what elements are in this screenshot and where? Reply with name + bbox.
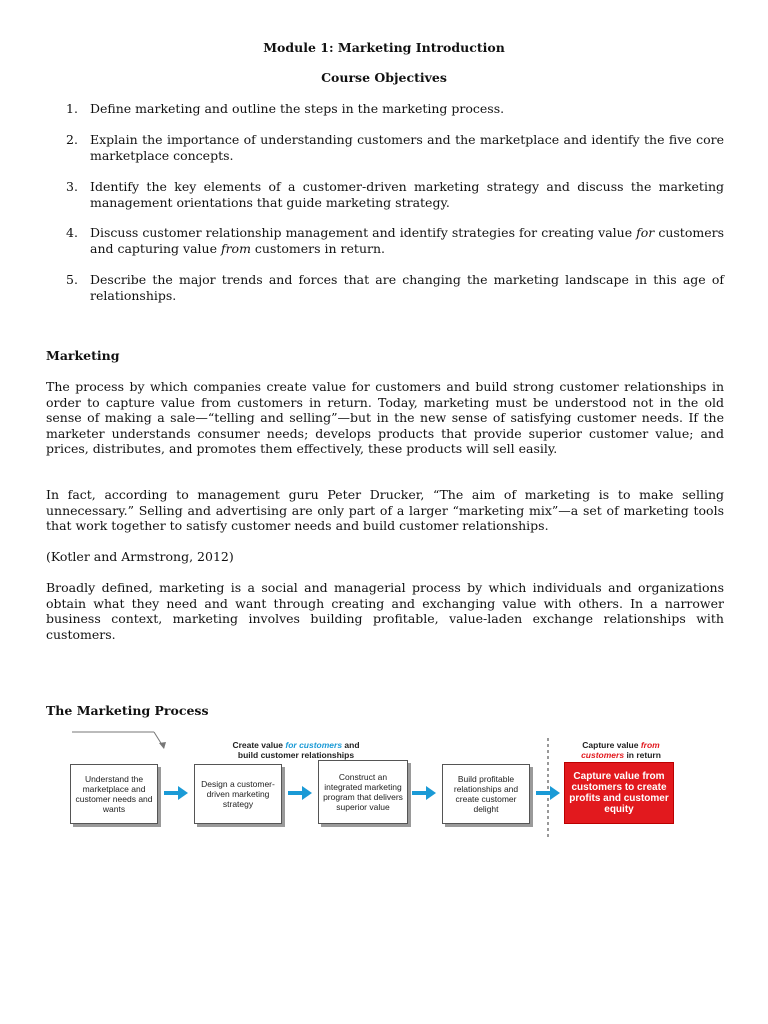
process-step-box: Construct an integrated marketing program that delivers superior value	[318, 760, 408, 824]
section-title-objectives: Course Objectives	[321, 70, 447, 85]
page-title: Module 1: Marketing Introduction	[263, 40, 505, 55]
header-emphasis: customers	[581, 750, 625, 760]
arrow-right-icon	[164, 786, 188, 800]
objective-text: Explain the importance of understanding customers and the marketplace and identify the five core marketplace concepts.	[90, 132, 724, 163]
paragraph: The process by which companies create value for customers and build strong customer relationships in order to capture value from customers in return. Today, marketing must be understood not in the old sense of making a sale—“telling and selling”—but in the new sense of satisfying customer needs. If the marketer understands consumer needs; develops products that provide superior customer value; and prices, distributes, and promotes them effectively, these products will sell easily.	[46, 379, 724, 457]
header-emphasis: for customers	[285, 740, 343, 750]
header-text: in return	[624, 750, 661, 760]
arrow-right-icon	[536, 786, 560, 800]
diagram-header-create	[196, 740, 396, 760]
header-text: Capture value	[582, 740, 641, 750]
objective-text-part: customers and capturing value	[90, 225, 724, 256]
process-step-box: Design a customer-driven marketing strategy	[194, 764, 282, 824]
citation: (Kotler and Armstrong, 2012)	[46, 549, 234, 564]
arrow-right-icon	[288, 786, 312, 800]
marketing-process-diagram	[66, 728, 686, 838]
objective-text-part: Discuss customer relationship management and identify strategies for creating value	[90, 225, 637, 240]
objective-number: 5.	[66, 272, 78, 287]
paragraph: In fact, according to management guru Peter Drucker, “The aim of marketing is to make selling unnecessary.” Selling and advertising are only part of a larger “marketing mix”—a set of marketing tools that work together to satisfy customer needs and build customer relationships.	[46, 487, 724, 534]
header-text: Create value	[232, 740, 286, 750]
section-heading-marketing: Marketing	[46, 348, 120, 363]
objective-text: Identify the key elements of a customer-driven marketing strategy and discuss the marketing management orientations that guide marketing strategy.	[90, 179, 724, 210]
header-text: build customer relationships	[237, 750, 355, 760]
header-text: and	[342, 740, 360, 750]
diagram-header-capture	[556, 740, 686, 760]
header-emphasis: from	[640, 740, 660, 750]
process-step-box: Understand the marketplace and customer needs and wants	[70, 764, 158, 824]
arrow-right-icon	[412, 786, 436, 800]
section-heading-process: The Marketing Process	[46, 703, 209, 718]
objective-number: 1.	[66, 101, 78, 116]
objective-text	[90, 225, 724, 256]
objective-text-part: customers in return.	[250, 240, 386, 256]
objective-emphasis: for	[636, 225, 655, 240]
process-step-box-capture: Capture value from customers to create profits and customer equity	[564, 762, 674, 824]
objective-emphasis: from	[220, 240, 251, 256]
objective-number: 3.	[66, 179, 78, 194]
objective-number: 2.	[66, 132, 78, 147]
objective-text: Define marketing and outline the steps in the marketing process.	[90, 101, 505, 116]
objective-number: 4.	[66, 225, 78, 240]
objective-text: Describe the major trends and forces that are changing the marketing landscape in this age of relationships.	[90, 272, 724, 303]
process-step-box: Build profitable relationships and create customer delight	[442, 764, 530, 824]
paragraph: Broadly defined, marketing is a social and managerial process by which individuals and organizations obtain what they need and want through creating and exchanging value with others. In a narrower business context, marketing involves building profitable, value-laden exchange relationships with customers.	[46, 580, 724, 642]
pointer-line	[66, 728, 186, 752]
